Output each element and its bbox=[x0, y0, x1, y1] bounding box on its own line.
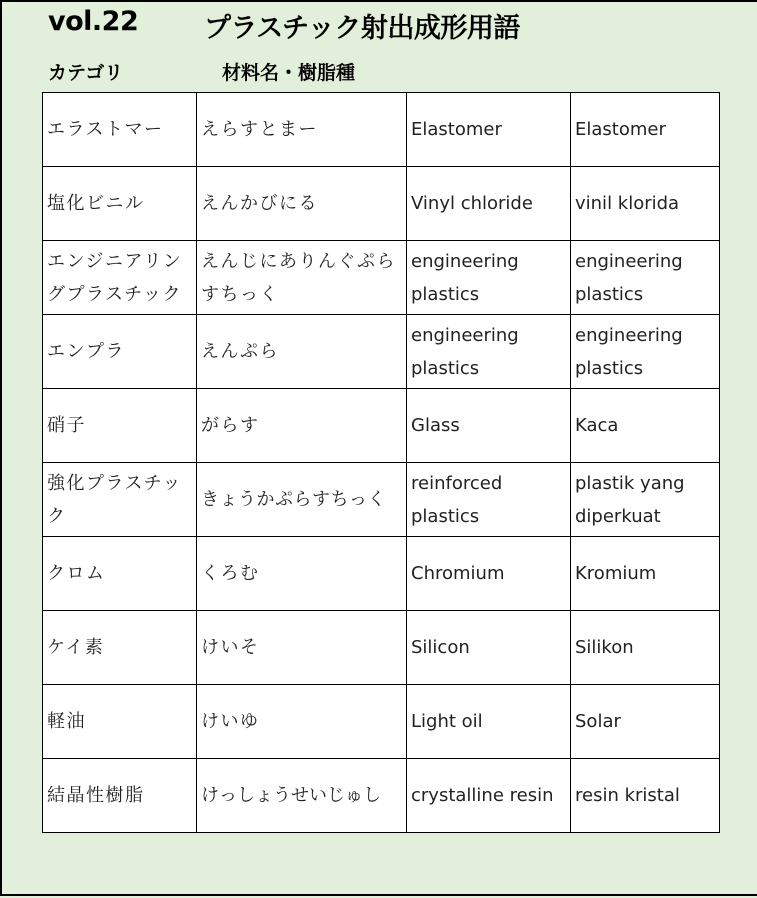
glossary-table bbox=[42, 92, 720, 833]
english-term: crystalline resin bbox=[407, 759, 571, 833]
hiragana-reading: けいゆ bbox=[197, 685, 407, 759]
hiragana-reading: がらす bbox=[197, 389, 407, 463]
category-label: カテゴリ bbox=[48, 62, 124, 84]
hiragana-reading: けいそ bbox=[197, 611, 407, 685]
english-term: Vinyl chloride bbox=[407, 167, 571, 241]
hiragana-reading: きょうかぷらすちっく bbox=[197, 463, 407, 537]
indonesian-term: Kaca bbox=[571, 389, 720, 463]
indonesian-term: Elastomer bbox=[571, 93, 720, 167]
table-row bbox=[43, 315, 720, 389]
table-row bbox=[43, 611, 720, 685]
indonesian-term: plastik yang diperkuat bbox=[571, 463, 720, 537]
english-term: Chromium bbox=[407, 537, 571, 611]
japanese-term: 塩化ビニル bbox=[43, 167, 197, 241]
english-term: Glass bbox=[407, 389, 571, 463]
english-term: reinforced plastics bbox=[407, 463, 571, 537]
category-value: 材料名・樹脂種 bbox=[222, 62, 356, 84]
japanese-term: エラストマー bbox=[43, 93, 197, 167]
table-row bbox=[43, 463, 720, 537]
table-row bbox=[43, 759, 720, 833]
volume-number: vol.22 bbox=[48, 6, 139, 37]
hiragana-reading: えんかびにる bbox=[197, 167, 407, 241]
table-row bbox=[43, 537, 720, 611]
japanese-term: 軽油 bbox=[43, 685, 197, 759]
japanese-term: 硝子 bbox=[43, 389, 197, 463]
indonesian-term: engineering plastics bbox=[571, 315, 720, 389]
indonesian-term: resin kristal bbox=[571, 759, 720, 833]
indonesian-term: engineering plastics bbox=[571, 241, 720, 315]
english-term: engineering plastics bbox=[407, 315, 571, 389]
english-term: Light oil bbox=[407, 685, 571, 759]
indonesian-term: Solar bbox=[571, 685, 720, 759]
japanese-term: エンプラ bbox=[43, 315, 197, 389]
hiragana-reading: えんじにありんぐぷらすちっく bbox=[197, 241, 407, 315]
table-row bbox=[43, 93, 720, 167]
hiragana-reading: くろむ bbox=[197, 537, 407, 611]
japanese-term: エンジニアリングプラスチック bbox=[43, 241, 197, 315]
hiragana-reading: えらすとまー bbox=[197, 93, 407, 167]
hiragana-reading: けっしょうせいじゅし bbox=[197, 759, 407, 833]
hiragana-reading: えんぷら bbox=[197, 315, 407, 389]
english-term: Silicon bbox=[407, 611, 571, 685]
japanese-term: 強化プラスチック bbox=[43, 463, 197, 537]
indonesian-term: vinil klorida bbox=[571, 167, 720, 241]
table-row bbox=[43, 167, 720, 241]
english-term: engineering plastics bbox=[407, 241, 571, 315]
japanese-term: 結晶性樹脂 bbox=[43, 759, 197, 833]
table-row bbox=[43, 685, 720, 759]
table-row bbox=[43, 241, 720, 315]
japanese-term: ケイ素 bbox=[43, 611, 197, 685]
table-row bbox=[43, 389, 720, 463]
indonesian-term: Silikon bbox=[571, 611, 720, 685]
page-title: プラスチック射出成形用語 bbox=[204, 13, 520, 44]
indonesian-term: Kromium bbox=[571, 537, 720, 611]
english-term: Elastomer bbox=[407, 93, 571, 167]
japanese-term: クロム bbox=[43, 537, 197, 611]
